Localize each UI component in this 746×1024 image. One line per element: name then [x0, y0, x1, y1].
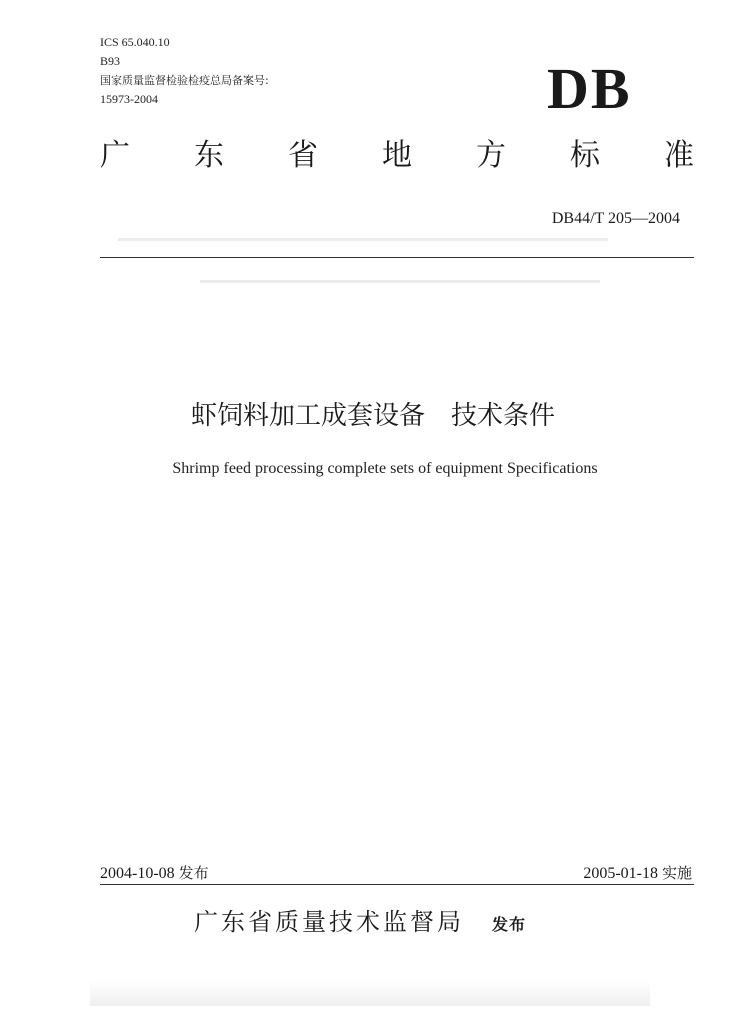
document-title-en: Shrimp feed processing complete sets of equipment Specifications — [172, 460, 598, 477]
title-char: 方 — [476, 138, 506, 173]
record-number: 15973-2004 — [100, 92, 158, 106]
issue-label: 发布 — [178, 864, 209, 882]
publisher-name: 广东省质量技术监督局 — [193, 908, 464, 936]
title-char: 省 — [288, 138, 318, 173]
publisher-issue-label: 发布 — [491, 915, 526, 934]
record-label: 国家质量监督检验检疫总局备案号: — [100, 74, 269, 87]
issue-date: 2004-10-08 — [100, 865, 175, 882]
title-char: 广 — [100, 138, 130, 173]
implement-date-line — [440, 862, 692, 883]
scan-shadow — [90, 980, 650, 1006]
db-mark: DB — [547, 56, 632, 121]
title-char: 标 — [570, 138, 600, 173]
bottom-divider — [100, 884, 694, 885]
ccs-code: B93 — [100, 54, 121, 68]
title-char: 东 — [194, 138, 224, 173]
classification-block — [100, 33, 269, 109]
ics-code: ICS 65.040.10 — [100, 35, 170, 49]
title-char: 地 — [382, 138, 412, 173]
implement-date: 2005-01-18 — [583, 865, 658, 882]
implement-label: 实施 — [661, 864, 692, 882]
issue-date-line — [100, 862, 209, 883]
standard-number: DB44/T 205—2004 — [551, 210, 680, 227]
standard-type-title — [100, 134, 694, 178]
scan-artifact — [200, 280, 600, 283]
scan-artifact — [118, 238, 608, 241]
top-divider — [100, 257, 694, 258]
document-title-cn: 虾饲料加工成套设备 技术条件 — [190, 401, 555, 431]
publisher-line — [100, 902, 620, 937]
title-char: 准 — [664, 138, 694, 173]
